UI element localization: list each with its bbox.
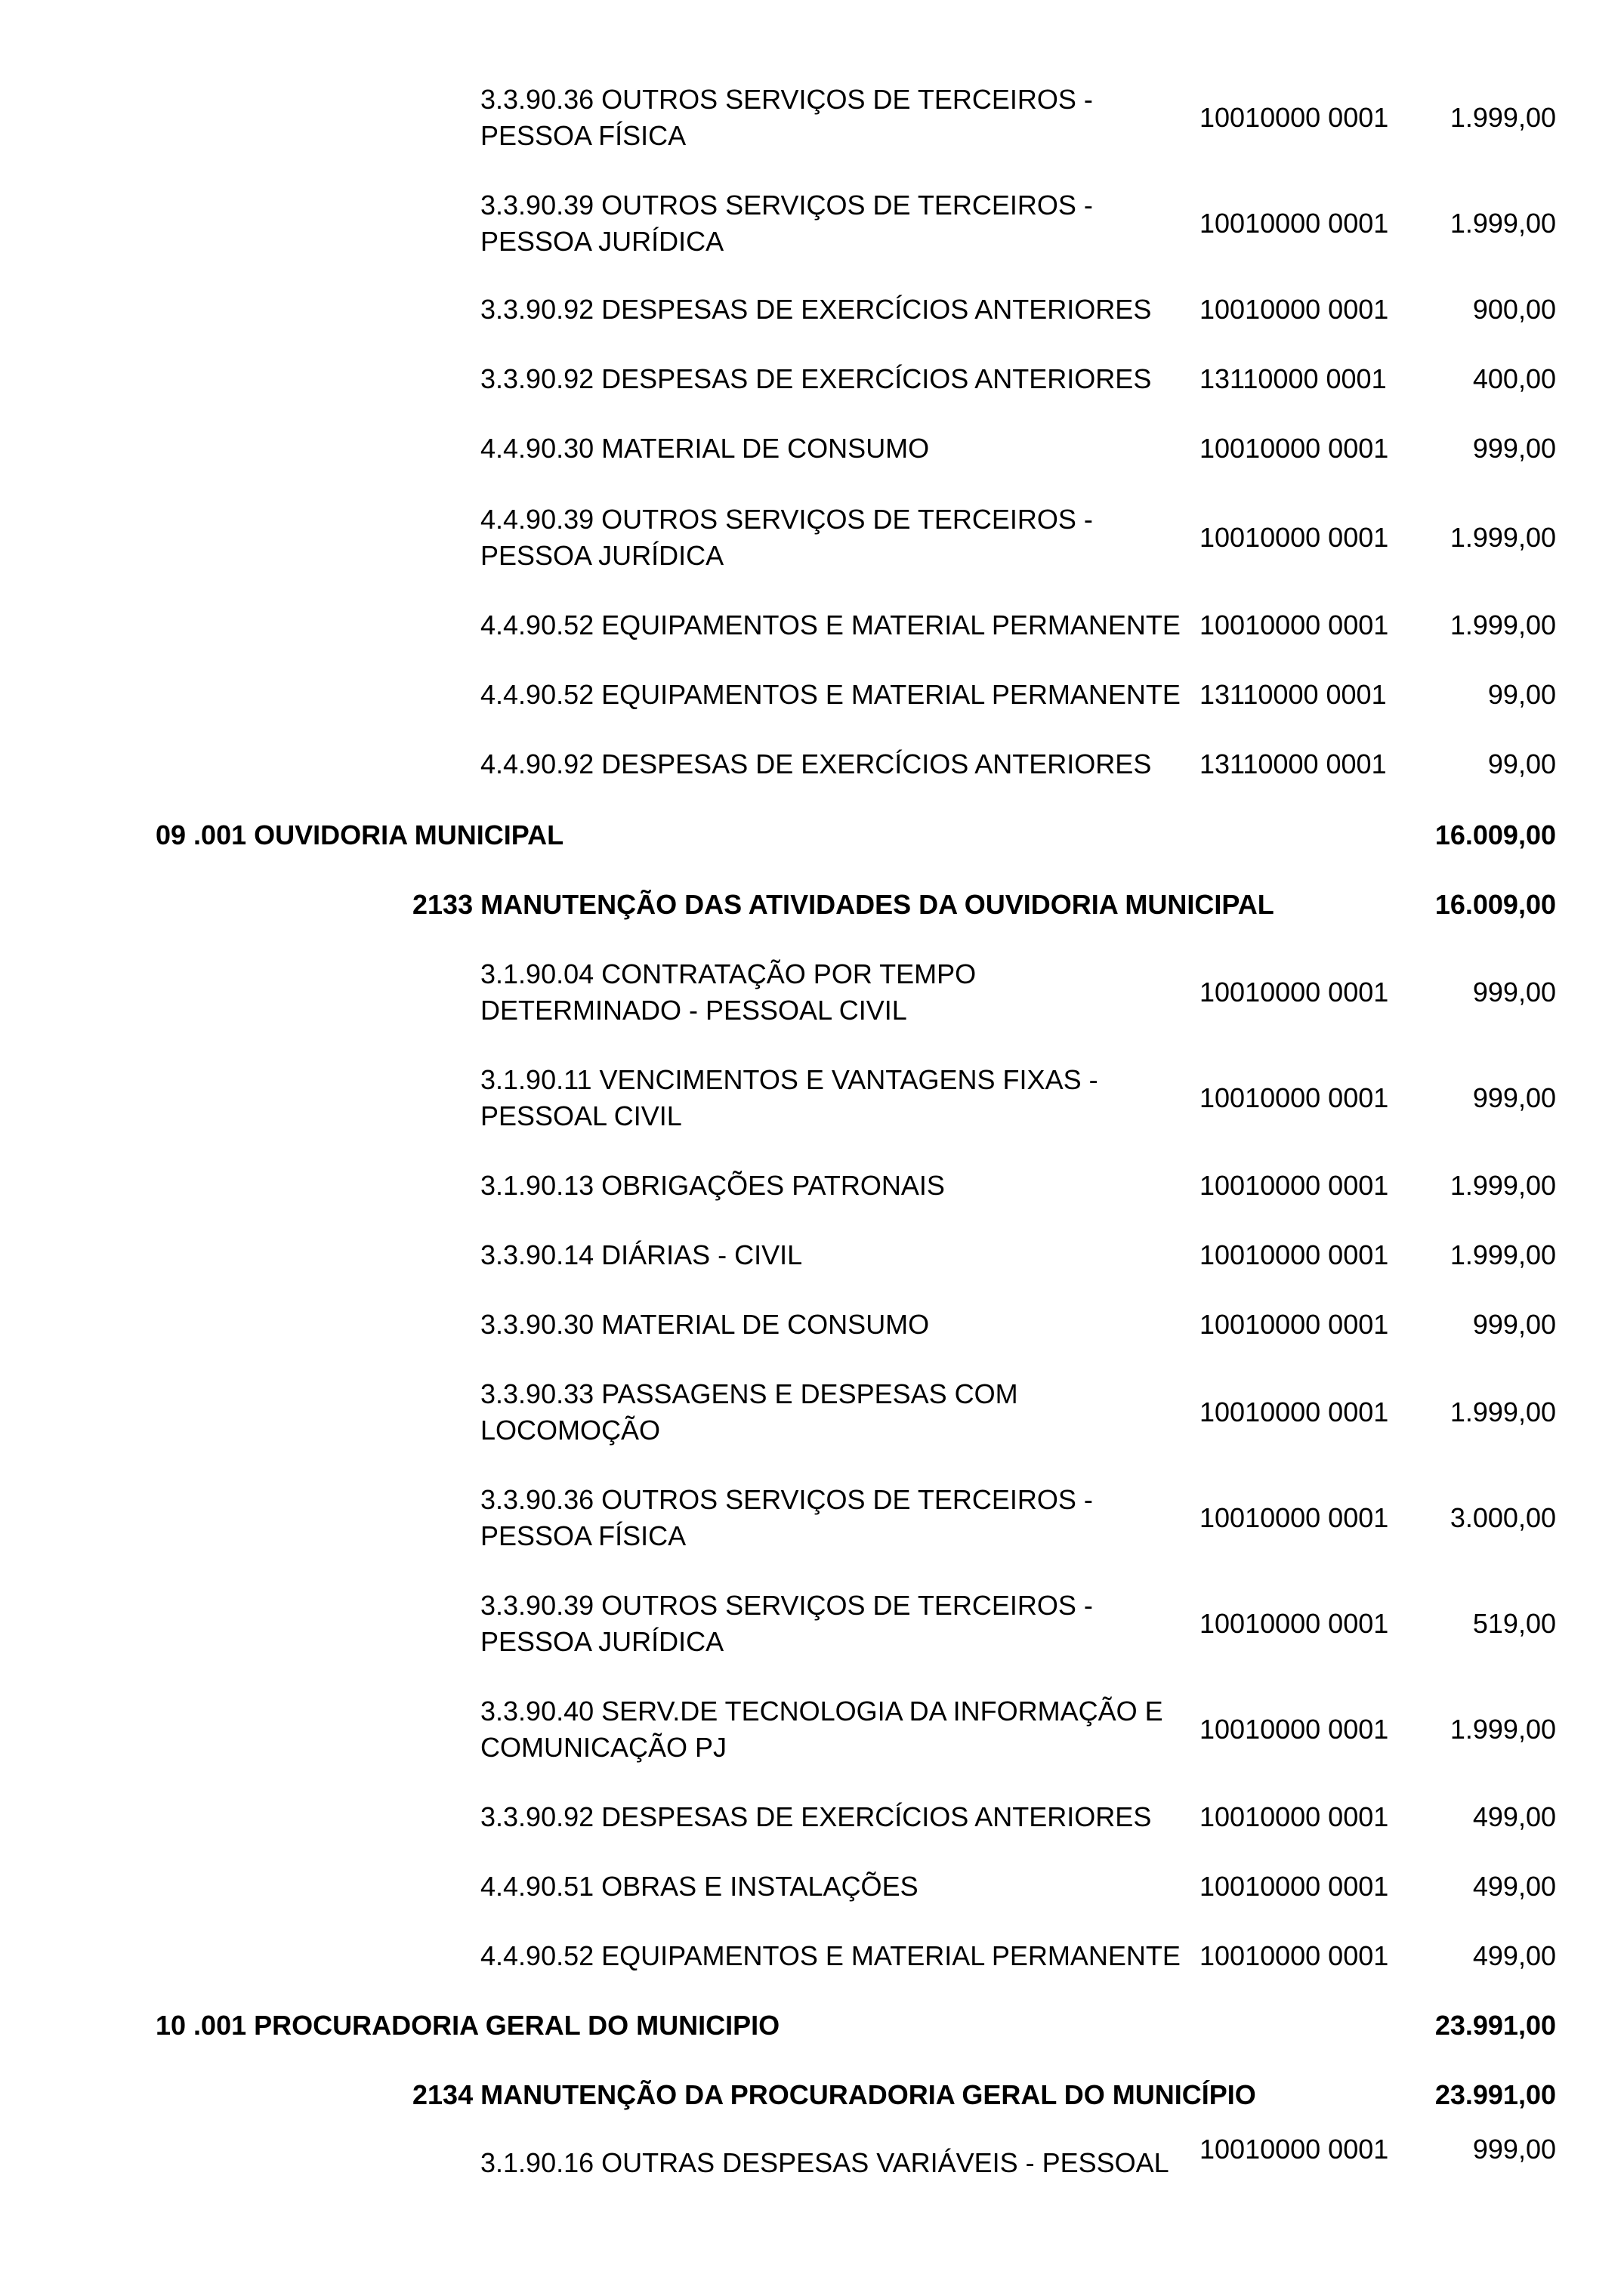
- resource-code: 10010000 0001: [1199, 1396, 1389, 1427]
- resource-code: 10010000 0001: [1199, 1940, 1389, 1971]
- expense-description-line: 3.3.90.39 OUTROS SERVIÇOS DE TERCEIROS -: [480, 1590, 1093, 1621]
- resource-code: 13110000 0001: [1199, 363, 1387, 394]
- expense-description-line: 3.1.90.04 CONTRATAÇÃO POR TEMPO: [480, 958, 977, 989]
- expense-description-line: PESSOA FÍSICA: [480, 120, 687, 151]
- expense-description-line: LOCOMOÇÃO: [480, 1415, 661, 1446]
- resource-code: 10010000 0001: [1199, 102, 1389, 133]
- resource-code: 10010000 0001: [1199, 1239, 1389, 1270]
- expense-description: [480, 1237, 1206, 1273]
- expense-description: [480, 1482, 1206, 1554]
- resource-code: 10010000 0001: [1199, 977, 1389, 1008]
- amount-value: 1.999,00: [1450, 1714, 1556, 1745]
- amount-value: 99,00: [1487, 748, 1556, 779]
- expense-description-line: 3.3.90.92 DESPESAS DE EXERCÍCIOS ANTERIORES: [480, 294, 1152, 325]
- amount-value: 400,00: [1472, 363, 1556, 394]
- resource-code: 10010000 0001: [1199, 1502, 1389, 1533]
- resource-code: 10010000 0001: [1199, 294, 1389, 325]
- expense-description: [480, 187, 1206, 260]
- expense-description: [480, 1588, 1206, 1660]
- amount-value: 1.999,00: [1450, 102, 1556, 133]
- resource-code: 10010000 0001: [1199, 522, 1389, 553]
- amount-value: 999,00: [1472, 2134, 1556, 2165]
- expense-description: [480, 501, 1206, 574]
- resource-code: 10010000 0001: [1199, 1714, 1389, 1745]
- expense-description: [480, 746, 1206, 782]
- expense-description: [480, 677, 1206, 713]
- expense-description: [480, 1376, 1206, 1449]
- expense-description-line: 4.4.90.92 DESPESAS DE EXERCÍCIOS ANTERIORES: [480, 748, 1152, 779]
- expense-description: [480, 1869, 1206, 1905]
- amount-value: 1.999,00: [1450, 522, 1556, 553]
- resource-code: 13110000 0001: [1199, 748, 1387, 779]
- amount-value: 999,00: [1472, 1309, 1556, 1340]
- total-value: 16.009,00: [1434, 819, 1556, 850]
- expense-description-line: 3.3.90.36 OUTROS SERVIÇOS DE TERCEIROS -: [480, 84, 1093, 115]
- amount-value: 1.999,00: [1450, 609, 1556, 640]
- expense-description-line: 4.4.90.52 EQUIPAMENTOS E MATERIAL PERMANENTE: [480, 609, 1181, 640]
- expense-description: [480, 82, 1206, 154]
- expense-description-line: 3.3.90.39 OUTROS SERVIÇOS DE TERCEIROS -: [480, 190, 1093, 221]
- expense-description: [480, 956, 1206, 1029]
- expense-description-line: PESSOA JURÍDICA: [480, 540, 724, 571]
- amount-value: 99,00: [1487, 679, 1556, 710]
- expense-description: [480, 2145, 1206, 2181]
- expense-description: [480, 292, 1206, 328]
- expense-description-line: PESSOA JURÍDICA: [480, 1626, 724, 1657]
- resource-code: 10010000 0001: [1199, 1309, 1389, 1340]
- expense-description-line: 3.3.90.36 OUTROS SERVIÇOS DE TERCEIROS -: [480, 1484, 1093, 1515]
- expense-description-line: 4.4.90.30 MATERIAL DE CONSUMO: [480, 433, 930, 464]
- amount-value: 1.999,00: [1450, 1170, 1556, 1201]
- amount-value: 499,00: [1472, 1940, 1556, 1971]
- expense-description-line: 3.3.90.33 PASSAGENS E DESPESAS COM: [480, 1378, 1018, 1409]
- expense-description: [480, 1307, 1206, 1343]
- amount-value: 499,00: [1472, 1801, 1556, 1832]
- expense-description-line: 3.1.90.16 OUTRAS DESPESAS VARIÁVEIS - PESSOAL: [480, 2147, 1169, 2178]
- resource-code: 10010000 0001: [1199, 433, 1389, 464]
- amount-value: 519,00: [1472, 1608, 1556, 1639]
- expense-description: [480, 1168, 1206, 1204]
- section-title: 09 .001 OUVIDORIA MUNICIPAL: [156, 819, 564, 850]
- expense-description: [480, 607, 1206, 643]
- expense-description: [480, 430, 1206, 467]
- section-title: 10 .001 PROCURADORIA GERAL DO MUNICIPIO: [156, 2010, 780, 2041]
- resource-code: 10010000 0001: [1199, 1801, 1389, 1832]
- amount-value: 1.999,00: [1450, 208, 1556, 239]
- expense-description-line: 3.3.90.40 SERV.DE TECNOLOGIA DA INFORMAÇÃO E: [480, 1696, 1163, 1727]
- total-value: 16.009,00: [1434, 889, 1556, 920]
- expense-description-line: 4.4.90.52 EQUIPAMENTOS E MATERIAL PERMANENTE: [480, 1940, 1181, 1971]
- expense-description-line: DETERMINADO - PESSOAL CIVIL: [480, 995, 907, 1026]
- total-value: 23.991,00: [1434, 2010, 1556, 2041]
- expense-description-line: 3.1.90.11 VENCIMENTOS E VANTAGENS FIXAS -: [480, 1064, 1098, 1095]
- expense-description-line: 4.4.90.52 EQUIPAMENTOS E MATERIAL PERMANENTE: [480, 679, 1181, 710]
- expense-description-line: PESSOAL CIVIL: [480, 1100, 682, 1131]
- resource-code: 10010000 0001: [1199, 1082, 1389, 1113]
- resource-code: 10010000 0001: [1199, 1871, 1389, 1902]
- resource-code: 13110000 0001: [1199, 679, 1387, 710]
- expense-description-line: PESSOA FÍSICA: [480, 1520, 687, 1551]
- action-title: 2133 MANUTENÇÃO DAS ATIVIDADES DA OUVIDORIA MUNICIPAL: [412, 889, 1274, 920]
- expense-description-line: 3.3.90.30 MATERIAL DE CONSUMO: [480, 1309, 930, 1340]
- amount-value: 999,00: [1472, 977, 1556, 1008]
- expense-description-line: 4.4.90.51 OBRAS E INSTALAÇÕES: [480, 1871, 919, 1902]
- expense-description: [480, 1693, 1206, 1766]
- resource-code: 10010000 0001: [1199, 2134, 1389, 2165]
- expense-description-line: 4.4.90.39 OUTROS SERVIÇOS DE TERCEIROS -: [480, 504, 1093, 535]
- amount-value: 999,00: [1472, 433, 1556, 464]
- expense-description-line: 3.1.90.13 OBRIGAÇÕES PATRONAIS: [480, 1170, 945, 1201]
- expense-description: [480, 1938, 1206, 1974]
- expense-description-line: PESSOA JURÍDICA: [480, 226, 724, 257]
- amount-value: 499,00: [1472, 1871, 1556, 1902]
- resource-code: 10010000 0001: [1199, 609, 1389, 640]
- resource-code: 10010000 0001: [1199, 1608, 1389, 1639]
- action-title: 2134 MANUTENÇÃO DA PROCURADORIA GERAL DO MUNICÍPIO: [412, 2079, 1256, 2110]
- total-value: 23.991,00: [1434, 2079, 1556, 2110]
- resource-code: 10010000 0001: [1199, 208, 1389, 239]
- resource-code: 10010000 0001: [1199, 1170, 1389, 1201]
- amount-value: 900,00: [1472, 294, 1556, 325]
- expense-description: [480, 1062, 1206, 1134]
- expense-description-line: COMUNICAÇÃO PJ: [480, 1732, 727, 1763]
- expense-description-line: 3.3.90.92 DESPESAS DE EXERCÍCIOS ANTERIORES: [480, 363, 1152, 394]
- amount-value: 3.000,00: [1450, 1502, 1556, 1533]
- expense-description-line: 3.3.90.14 DIÁRIAS - CIVIL: [480, 1239, 803, 1270]
- amount-value: 1.999,00: [1450, 1396, 1556, 1427]
- expense-description: [480, 1799, 1206, 1835]
- expense-description: [480, 361, 1206, 397]
- amount-value: 999,00: [1472, 1082, 1556, 1113]
- amount-value: 1.999,00: [1450, 1239, 1556, 1270]
- expense-description-line: 3.3.90.92 DESPESAS DE EXERCÍCIOS ANTERIORES: [480, 1801, 1152, 1832]
